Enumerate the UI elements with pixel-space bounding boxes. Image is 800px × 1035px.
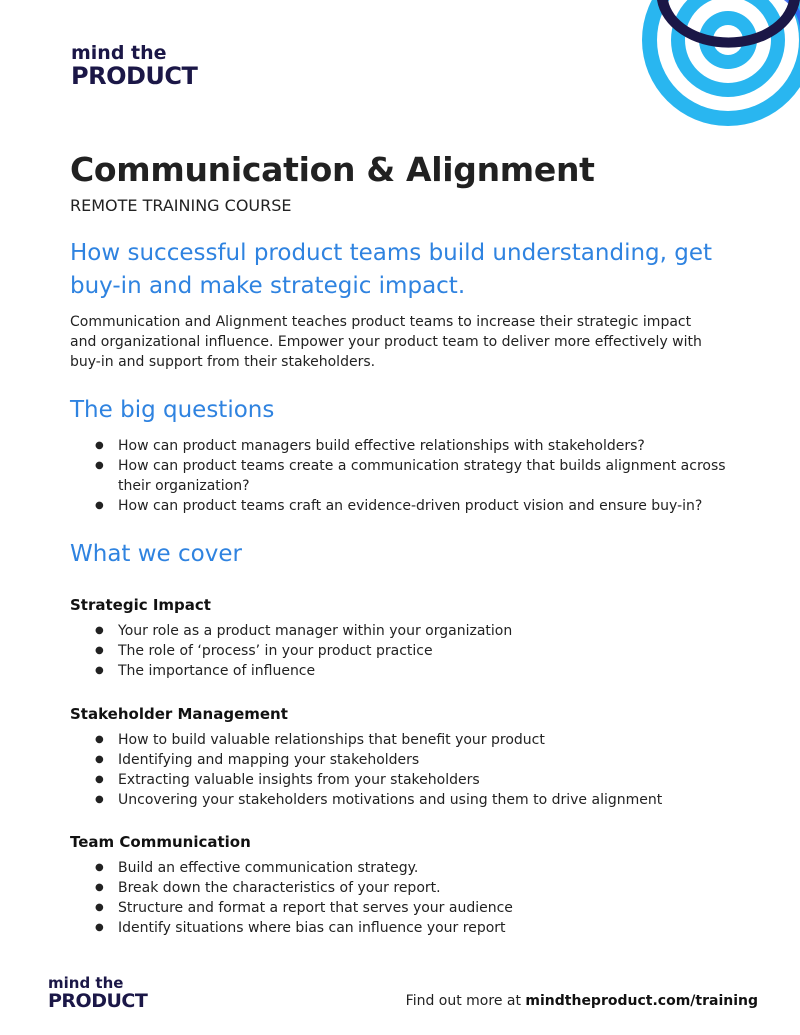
list-item: ● Your role as a product manager within your organization <box>95 621 735 641</box>
logo-bottom[interactable] <box>48 976 147 1011</box>
list-item: ● Build an effective communication strategy. <box>95 858 735 878</box>
list-item: ● How can product teams create a communication strategy that builds alignment across their organization? <box>95 456 745 496</box>
stakeholder-management-list <box>95 730 735 810</box>
list-item: ● Identify situations where bias can influence your report <box>95 918 735 938</box>
list-item: ● The importance of influence <box>95 661 735 681</box>
page-title: Communication & Alignment <box>70 150 595 189</box>
footer-prefix: Find out more at <box>405 993 526 1009</box>
what-we-cover-heading: What we cover <box>70 541 242 567</box>
logo-line-1: mind the <box>48 974 124 992</box>
list-item: ● Structure and format a report that serves your audience <box>95 898 735 918</box>
intro-paragraph: Communication and Alignment teaches product teams to increase their strategic impact and organizational influence. Empower your product team to deliver more effectively with buy-in and support from their stakeholders. <box>70 314 702 370</box>
big-questions-heading: The big questions <box>70 397 275 423</box>
list-item: ● How can product teams craft an evidence-driven product vision and ensure buy-in? <box>95 496 745 516</box>
section-title-strategic-impact: Strategic Impact <box>70 596 211 614</box>
list-item: ● Break down the characteristics of your report. <box>95 878 735 898</box>
section-title-stakeholder-management: Stakeholder Management <box>70 705 288 723</box>
section-title-team-communication: Team Communication <box>70 833 251 851</box>
list-item: ● How can product managers build effective relationships with stakeholders? <box>95 436 745 456</box>
logo-line-2: PRODUCT <box>48 990 148 1012</box>
logo-line-2: PRODUCT <box>71 62 198 90</box>
page-subtitle: REMOTE TRAINING COURSE <box>70 196 292 215</box>
list-item: ● Extracting valuable insights from your stakeholders <box>95 770 735 790</box>
logo-top[interactable] <box>71 44 197 88</box>
lead-heading: How successful product teams build understanding, get buy-in and make strategic impact. <box>70 240 713 299</box>
footer-text <box>406 993 758 1009</box>
footer-link[interactable]: mindtheproduct.com/training <box>525 993 758 1009</box>
big-questions-list <box>95 436 745 516</box>
list-item: ● Uncovering your stakeholders motivations and using them to drive alignment <box>95 790 735 810</box>
team-communication-list <box>95 858 735 938</box>
list-item: ● The role of ‘process’ in your product practice <box>95 641 735 661</box>
list-item: ● How to build valuable relationships that benefit your product <box>95 730 735 750</box>
list-item: ● Identifying and mapping your stakeholders <box>95 750 735 770</box>
strategic-impact-list <box>95 621 735 681</box>
logo-line-1: mind the <box>71 42 167 64</box>
